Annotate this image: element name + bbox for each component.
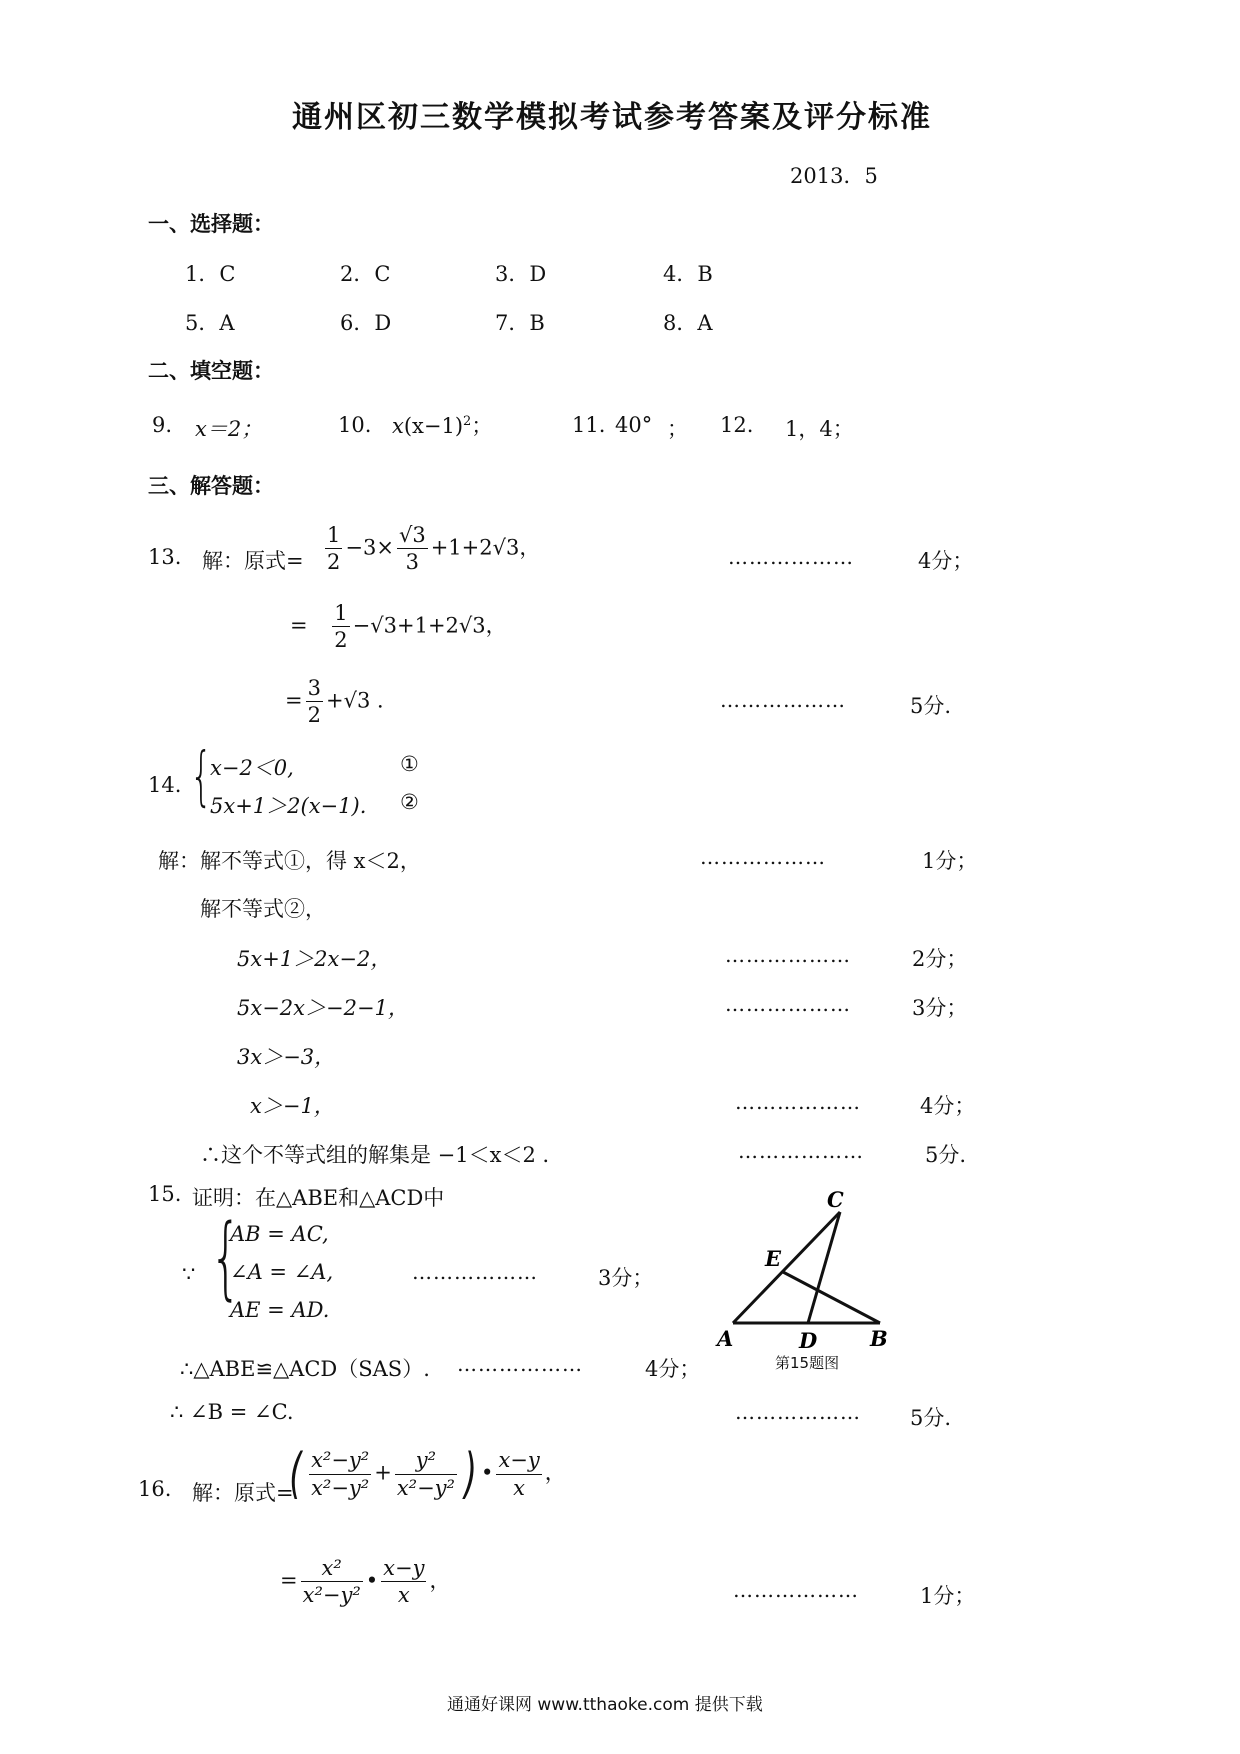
q13-dots-1: ……………… [728,545,854,569]
answer-8: 8．A [663,311,713,335]
q16-dots-1: ……………… [733,1578,859,1602]
answer-3: 3．D [495,262,547,286]
q13-line3: = $\frac{3}{2}$ +√3 ． [285,676,398,728]
answer-4: 4．B [663,262,713,286]
answer-6: 6．D [340,311,392,335]
answer-7: 7．B [495,311,545,335]
q15-cond-3: AE = AD. [230,1298,330,1322]
q14-dots-5: ……………… [738,1139,864,1163]
q14-step-1: 解：解不等式①，得 x＜2， [158,849,421,873]
q14-dots-2: ……………… [725,943,851,967]
q15-cond-2: ∠A = ∠A, [230,1260,334,1284]
q14-score-2: 2分； [912,947,968,971]
q14-score-1: 1分； [922,849,978,873]
label-D: D [799,1328,818,1353]
q14-mark-1: ① [400,752,419,776]
q14-dots-4: ……………… [735,1090,861,1114]
q15-dots-3: ……………… [735,1400,861,1424]
q10-number: 10. [338,413,372,437]
q13-label: 解：原式= [202,549,304,573]
q15-cond-1: AB = AC, [230,1222,329,1246]
label-A: A [717,1326,734,1351]
q16-number: 16. [138,1477,172,1501]
q16-label: 解：原式= [192,1481,294,1505]
q14-mark-2: ② [400,790,419,814]
answer-1: 1．C [185,262,236,286]
figure-caption: 第15题图 [775,1354,840,1372]
q14-dots-1: ……………… [700,845,826,869]
q12-number: 12. [720,413,754,437]
q16-line2: = $\frac{\text{x²}}{\text{x²−y²}}$ • $\frac{x-y}{x}$ ， [280,1556,451,1608]
q13-score-1: 4分； [918,549,974,573]
q13-line2: = $\frac{1}{2}$ −√3+1+2√3， [290,601,507,653]
q15-score-2: 4分； [645,1357,701,1381]
q11-end: ； [667,417,688,441]
q15-conclusion-2: ∴ ∠B = ∠C. [170,1400,294,1424]
q14-dots-3: ……………… [725,992,851,1016]
q13-dots-2: ……………… [720,688,846,712]
q16-line1: ( $\frac{\text{x²−y²}}{\text{x²−y²}}$ + $\frac{\text{y²}}{\text{x²−y²}}$ ) • $\frac{x-y}{x}$ ， [289,1442,566,1505]
q15-conclusion-1: ∴△ABE≌△ACD（SAS）. [180,1357,430,1381]
triangle-figure [715,1190,905,1360]
q10-answer: $x(x-1)^2$； [392,414,493,438]
section2-heading: 二、填空题： [148,358,274,383]
q14-ineq-1: x−2＜0, [210,756,294,780]
q15-brace: { [210,1205,242,1310]
q13-line1: $\frac{1}{2}$ −3× $\frac{√3}{3}$ +1+2√3， [327,523,541,575]
date: 2013．5 [790,164,878,188]
segment-BE [783,1272,880,1323]
q14-score-3: 3分； [912,996,968,1020]
q14-step-6: x＞−1， [250,1094,335,1118]
q15-score-1: 3分； [598,1266,654,1290]
q15-dots-2: ……………… [457,1352,583,1376]
label-C: C [827,1190,844,1212]
q15-score-3: 5分. [910,1406,952,1430]
section3-heading: 三、解答题： [148,473,274,498]
q14-ineq-2: 5x+1＞2(x−1). [210,794,367,818]
label-B: B [870,1326,888,1351]
answer-2: 2．C [340,262,391,286]
q14-step-2: 解不等式②， [200,897,326,921]
q14-score-5: 5分. [925,1143,967,1167]
page-title: 通州区初三数学模拟考试参考答案及评分标准 [292,100,932,135]
q11-number: 11. [572,413,606,437]
q13-score-2: 5分. [910,694,952,718]
q9-number: 9. [152,413,173,437]
q14-step-4: 5x−2x＞−2−1， [237,996,409,1020]
q14-brace: { [190,740,213,814]
q14-step-3: 5x+1＞2x−2， [237,947,392,971]
q16-score-1: 1分； [920,1584,976,1608]
because-symbol: ∵ [182,1262,196,1286]
q13-number: 13. [148,545,182,569]
answer-5: 5．A [185,311,235,335]
section1-heading: 一、选择题： [148,211,274,236]
q15-intro: 证明：在△ABE和△ACD中 [192,1186,445,1210]
q14-step-5: 3x＞−3， [237,1045,336,1069]
q14-step-7: ∴这个不等式组的解集是 −1＜x＜2 ． [200,1143,564,1167]
q12-answer: 1，4； [785,417,854,441]
q15-dots-1: ……………… [412,1260,538,1284]
q14-number: 14. [148,773,182,797]
q14-score-4: 4分； [920,1094,976,1118]
q9-answer: x＝2； [195,417,263,441]
footer-credit: 通通好课网 www.tthaoke.com 提供下载 [447,1695,763,1715]
q15-number: 15. [148,1182,182,1206]
label-E: E [765,1246,782,1271]
q11-answer: 40° [615,413,653,437]
